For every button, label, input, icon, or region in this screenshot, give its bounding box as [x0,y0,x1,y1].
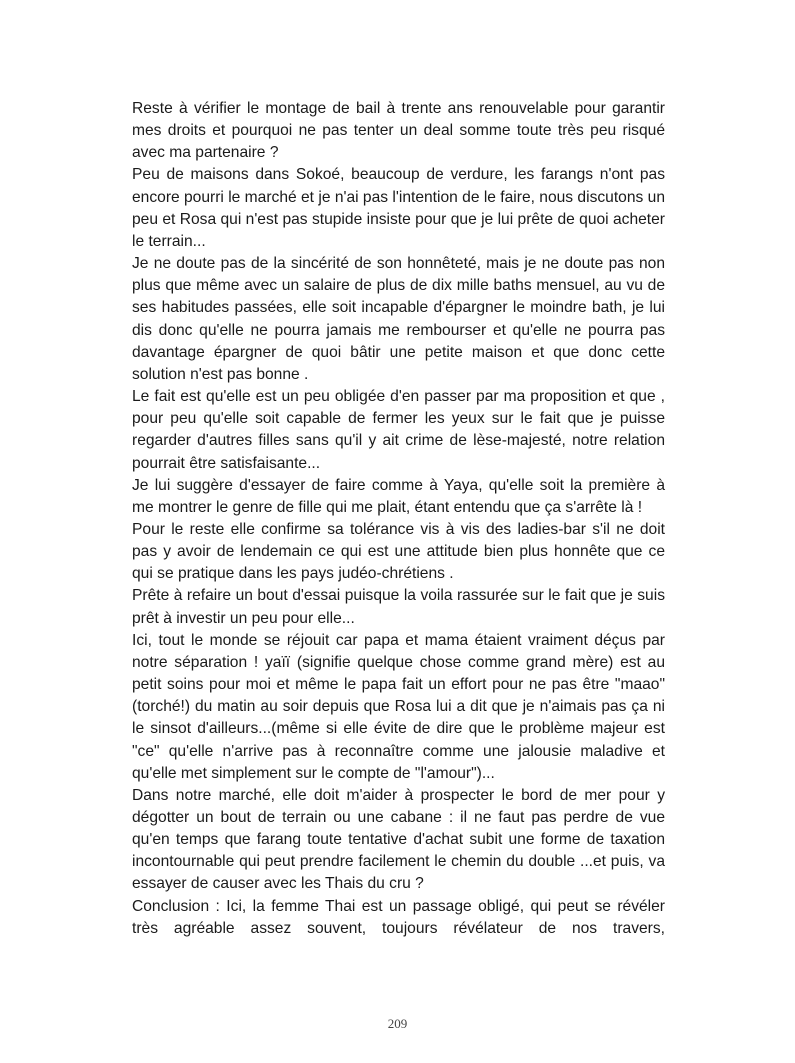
paragraph: Dans notre marché, elle doit m'aider à prospecter le bord de mer pour y dégotter un bout de terrain ou une cabane : il ne faut pas perdre de vue qu'en temps que farang toute tentative d'achat subit une forme de taxation incontournable qui peut prendre facilement le chemin du double ...et puis, va essayer de causer avec les Thais du cru ? [132,786,665,893]
paragraph: Ici, tout le monde se réjouit car papa et mama étaient vraiment déçus par notre séparation ! yaïï (signifie quelque chose comme grand mère) est au petit soins pour moi et même le papa fait un effort pour ne pas être "maao" (torché!) du matin au soir depuis que Rosa lui a dit que je n'aimais pas ça ni le sinsot d'ailleurs...(même si elle évite de dire que le problème majeur est "ce" qu'elle n'arrive pas à reconnaître comme une jalousie maladive et qu'elle met simplement sur le compte de "l'amour")... [132,631,665,782]
paragraph: Je ne doute pas de la sincérité de son honnêteté, mais je ne doute pas non plus que même avec un salaire de plus de dix mille baths mensuel, au vu de ses habitudes passées, elle soit incapable d'épargner le moindre bath, je lui dis donc qu'elle ne pourra jamais me rembourser et qu'elle ne pourra pas davantage épargner de quoi bâtir une petite maison et que donc cette solution n'est pas bonne . [132,255,665,383]
body-text [132,98,665,940]
paragraph: Le fait est qu'elle est un peu obligée d'en passer par ma proposition et que , pour peu qu'elle soit capable de fermer les yeux sur le fait que je puisse regarder d'autres filles sans qu'il y ait crime de lèse-majesté, notre relation pourrait être satisfaisante... [132,388,665,472]
paragraph: Peu de maisons dans Sokoé, beaucoup de verdure, les farangs n'ont pas encore pourri le marché et je n'ai pas l'intention de le faire, nous discutons un peu et Rosa qui n'est pas stupide insiste pour que je lui prête de quoi acheter le terrain... [132,166,665,250]
paragraph: Prête à refaire un bout d'essai puisque la voila rassurée sur le fait que je suis prêt à investir un peu pour elle... [132,587,665,627]
paragraph: Conclusion : Ici, la femme Thai est un passage obligé, qui peut se révéler très agréable assez souvent, toujours révélateur de nos travers, [132,897,665,937]
paragraph: Je lui suggère d'essayer de faire comme à Yaya, qu'elle soit la première à me montrer le genre de fille qui me plait, étant entendu que ça s'arrête là ! [132,476,665,516]
page-number: 209 [387,1016,408,1031]
paragraph: Reste à vérifier le montage de bail à trente ans renouvelable pour garantir mes droits et pourquoi ne pas tenter un deal somme toute très peu risqué avec ma partenaire ? [132,100,665,162]
paragraph: Pour le reste elle confirme sa tolérance vis à vis des ladies-bar s'il ne doit pas y avoir de lendemain ce qui est une attitude bien plus honnête que ce qui se pratique dans les pays judéo-chrétiens . [132,520,665,583]
